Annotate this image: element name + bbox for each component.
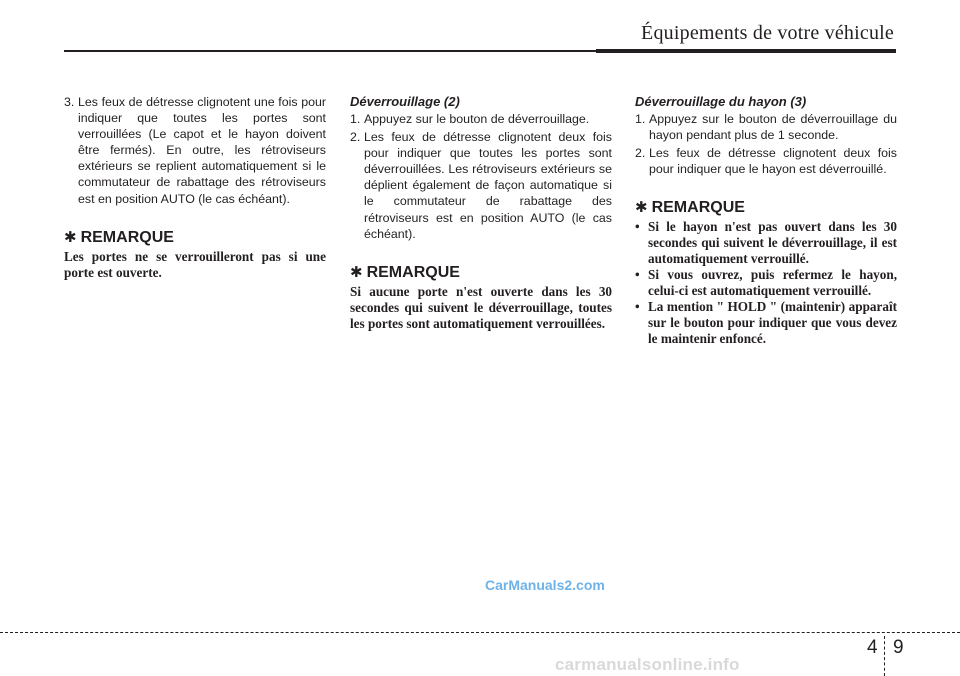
column-3	[635, 94, 897, 347]
remark-bullet	[635, 219, 897, 267]
step-text: Les feux de détresse clignotent deux fois pour indiquer que le hayon est déverrouillé.	[649, 146, 897, 177]
subheading-tailgate-unlock: Déverrouillage du hayon (3)	[635, 94, 807, 109]
step-1	[635, 111, 897, 143]
subheading-unlock: Déverrouillage (2)	[350, 94, 460, 109]
bullet-dot: •	[635, 299, 640, 315]
remark-heading	[350, 264, 612, 282]
step-text: Les feux de détresse clignotent une fois pour indiquer que toutes les portes sont verrouillées (Le capot et le hayon doivent être fermés). En outre, les rétroviseurs extérieurs se replient automatiquement si le commutateur de rabattage des rétroviseurs est en position AUTO (le cas échéant).	[78, 95, 326, 206]
bullet-dot: •	[635, 267, 640, 283]
step-number: 3.	[64, 95, 75, 109]
chapter-number: 4	[867, 637, 878, 658]
header-rule-thick	[596, 49, 896, 53]
header-rule	[64, 50, 596, 52]
remark-star-icon: ✱	[635, 199, 648, 217]
remark-label: REMARQUE	[651, 199, 745, 217]
bullet-text: Si le hayon n'est pas ouvert dans les 30 secondes qui suivent le déverrouillage, il est automatiquement verrouillé.	[648, 219, 897, 267]
page-number-separator	[884, 636, 885, 676]
remark-star-icon: ✱	[64, 228, 77, 246]
carmanuals-watermark[interactable]: CarManuals2.com	[485, 577, 605, 593]
footer-rule	[0, 632, 960, 633]
page-number: 9	[893, 637, 904, 658]
remark-label: REMARQUE	[80, 228, 174, 246]
section-title: Équipements de votre véhicule	[641, 22, 894, 44]
step-text: Les feux de détresse clignotent deux fois pour indiquer que toutes les portes sont déverrouillées. Les rétroviseurs extérieurs se déplient également de façon automatique si le commutateur de rabattage des rétroviseurs est en position AUTO (le cas échéant).	[364, 130, 612, 241]
step-number: 2.	[635, 146, 646, 161]
bullet-text: Si vous ouvrez, puis refermez le hayon, celui-ci est automatiquement verrouillé.	[648, 267, 897, 299]
step-2	[350, 129, 612, 242]
step-text: Appuyez sur le bouton de déverrouillage.	[364, 112, 590, 126]
step-text: Appuyez sur le bouton de déverrouillage du hayon pendant plus de 1 seconde.	[649, 112, 897, 143]
step-number: 1.	[635, 112, 646, 126]
step-number: 1.	[350, 112, 361, 126]
remark-bullet	[635, 299, 897, 347]
step-1	[350, 111, 612, 127]
step-2	[635, 145, 897, 177]
site-watermark: carmanualsonline.info	[555, 655, 740, 674]
remark-star-icon: ✱	[350, 263, 363, 281]
remark-text: Si aucune porte n'est ouverte dans les 30 secondes qui suivent le déverrouillage, toutes les portes sont automatiquement verrouillées.	[350, 283, 612, 331]
column-1	[64, 94, 326, 281]
remark-heading	[635, 199, 897, 217]
bullet-text: La mention " HOLD " (maintenir) apparaît sur le bouton pour indiquer que vous devez le maintenir enfoncé.	[648, 299, 897, 347]
remark-bullet	[635, 267, 897, 299]
bullet-dot: •	[635, 219, 640, 235]
step-3	[64, 94, 326, 207]
step-number: 2.	[350, 130, 361, 145]
remark-text: Les portes ne se verrouilleront pas si une porte est ouverte.	[64, 248, 326, 280]
column-2	[350, 94, 612, 332]
remark-label: REMARQUE	[366, 263, 460, 281]
remark-heading	[64, 229, 326, 247]
